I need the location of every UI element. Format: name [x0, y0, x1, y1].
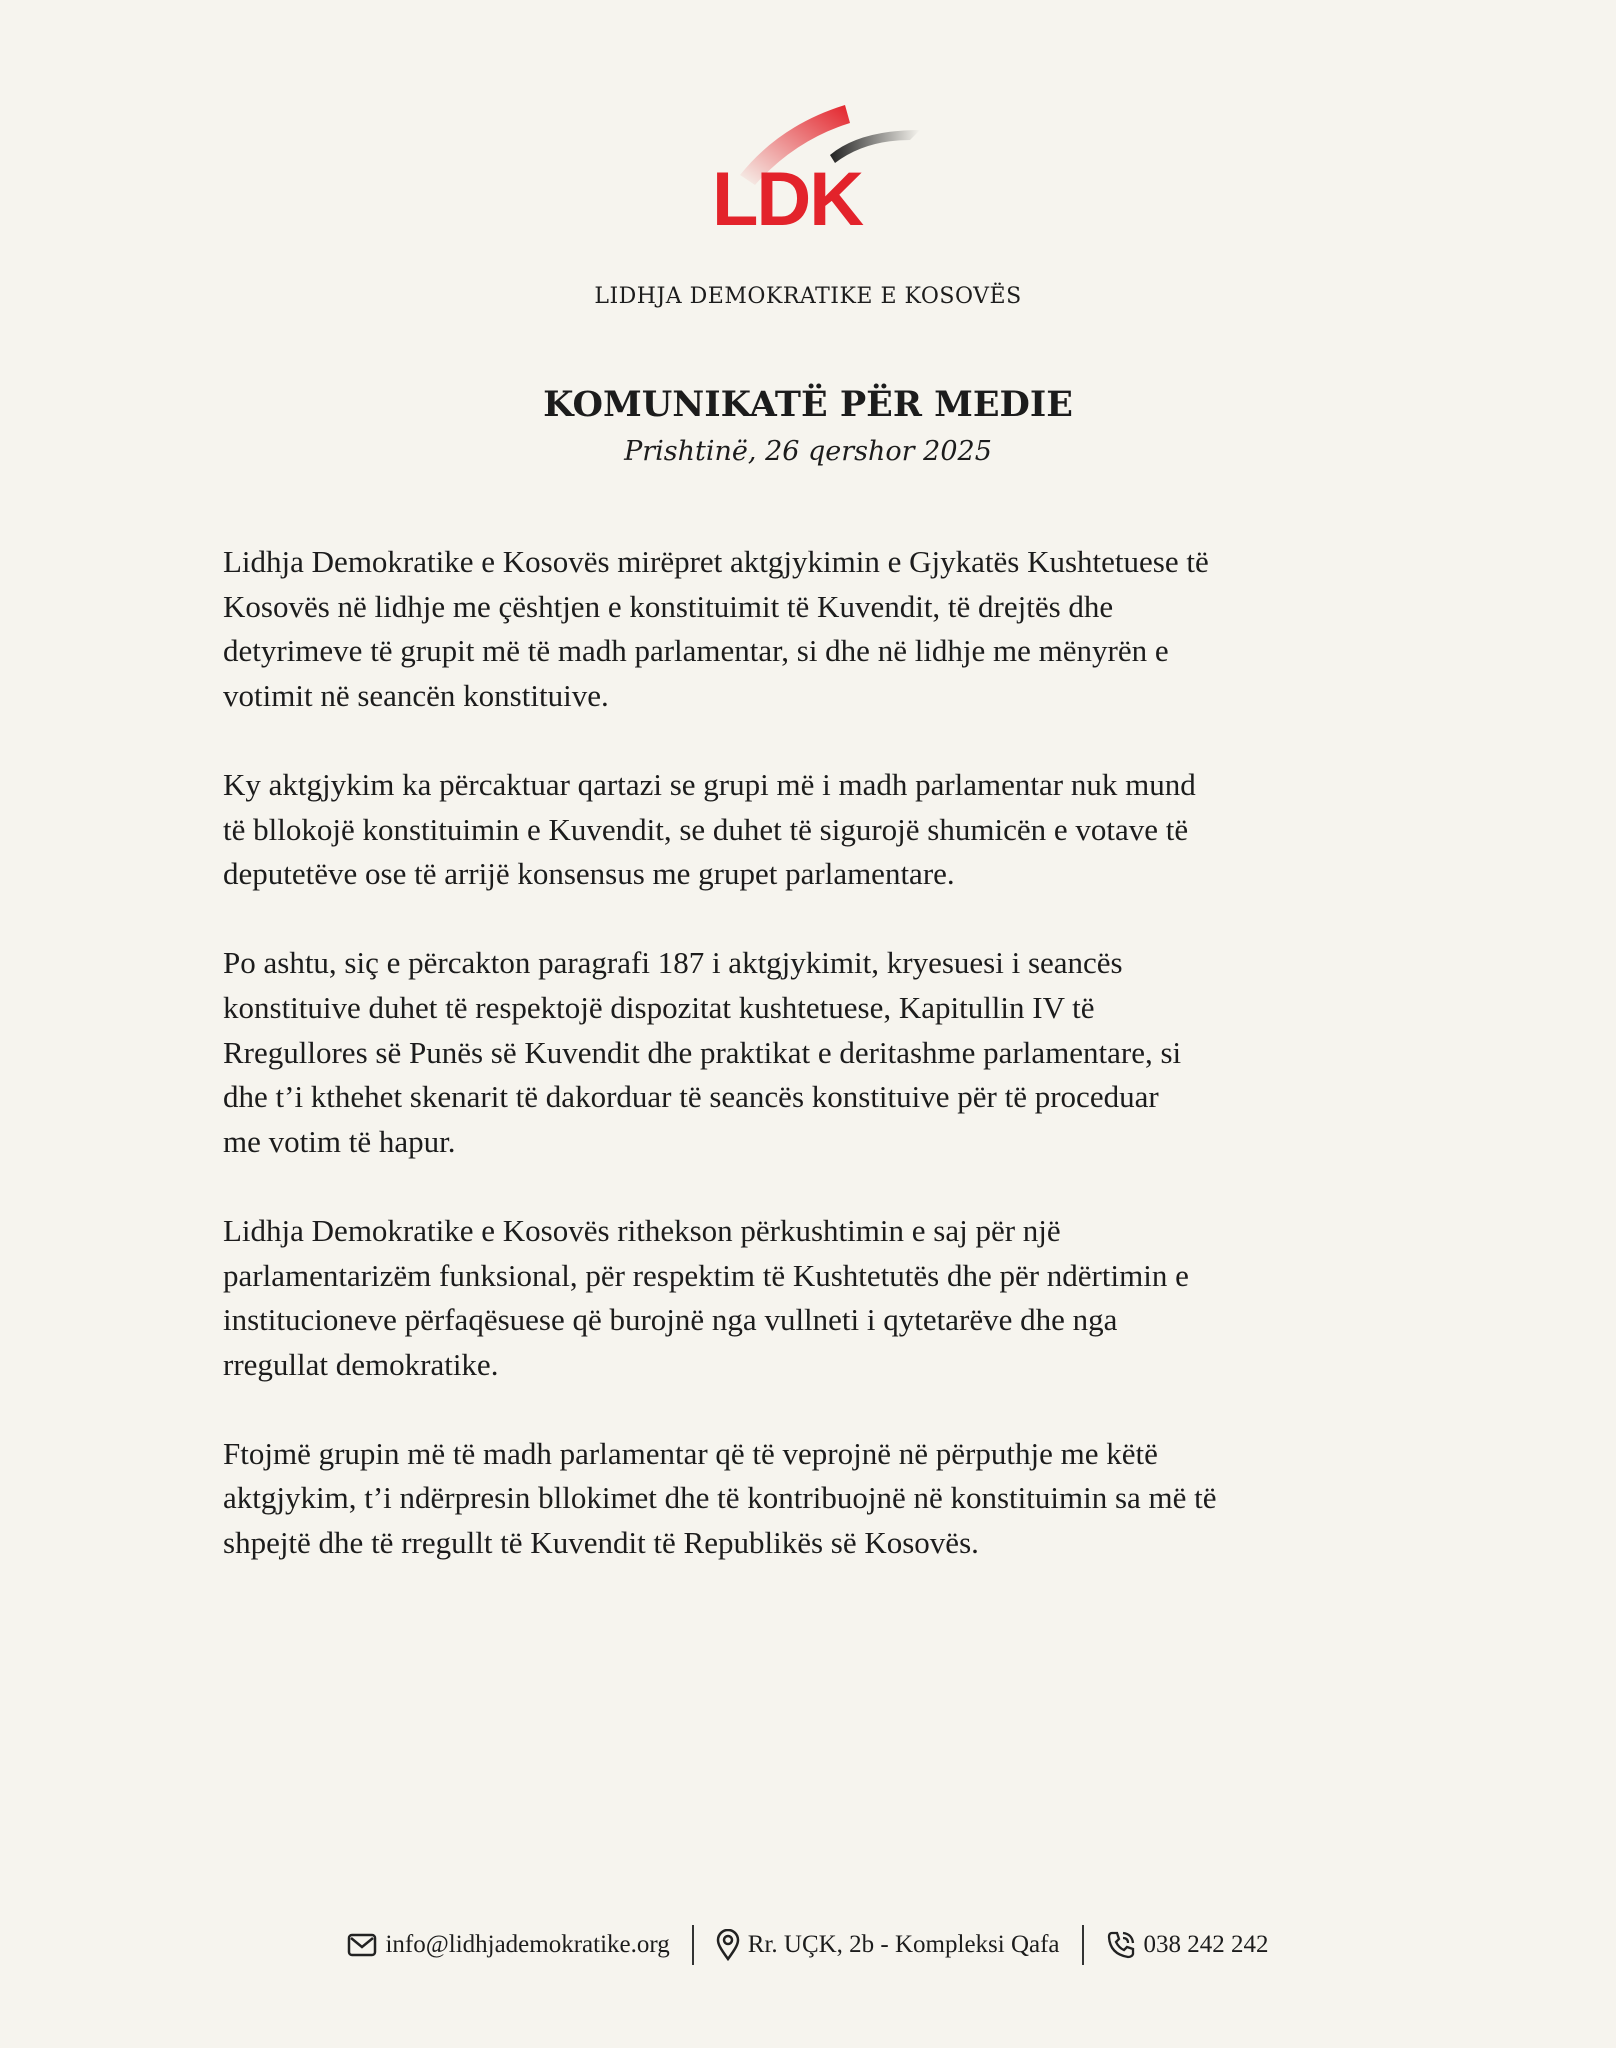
phone-icon	[1106, 1930, 1136, 1960]
paragraph-line: institucioneve përfaqësuese që burojnë nga vullneti i qytetarëve dhe nga	[223, 1302, 1118, 1338]
document-title: KOMUNIKATË PËR MEDIE	[543, 384, 1073, 425]
paragraph-line: Lidhja Demokratike e Kosovës rithekson përkushtimin e saj për një	[223, 1212, 1061, 1248]
paragraph-line: shpejtë dhe të rregullt të Kuvendit të Republikës së Kosovës.	[223, 1525, 979, 1561]
envelope-icon	[347, 1933, 377, 1957]
paragraph-line: votimit në seancën konstituive.	[223, 677, 609, 713]
ldk-logo	[700, 105, 920, 230]
paragraph-line: konstituive duhet të respektojë dispozitat kushtetuese, Kapitullin IV të	[223, 989, 1095, 1025]
paragraph-line: të bllokojë konstituimin e Kuvendit, se duhet të sigurojë shumicën e votave të	[223, 811, 1189, 847]
organization-name: LIDHJA DEMOKRATIKE E KOSOVËS	[594, 284, 1022, 309]
paragraph-line: Ftojmë grupin më të madh parlamentar që të veprojnë në përputhje me këtë	[223, 1435, 1158, 1471]
location-pin-icon	[716, 1929, 740, 1961]
paragraph-line: aktgjykim, t’i ndërpresin bllokimet dhe të kontribuojnë në konstituimin sa më të	[223, 1480, 1217, 1516]
paragraph	[223, 1209, 1423, 1387]
email-text: info@lidhjademokratike.org	[385, 1931, 670, 1958]
footer-contacts	[0, 1925, 1616, 1965]
paragraph-line: me votim të hapur.	[223, 1123, 456, 1159]
paragraph-line: Rregullores së Punës së Kuvendit dhe praktikat e deritashme parlamentare, si	[223, 1034, 1182, 1070]
paragraph-line: Ky aktgjykim ka përcaktuar qartazi se grupi më i madh parlamentar nuk mund	[223, 766, 1196, 802]
paragraph-line: deputetëve ose të arrijë konsensus me grupet parlamentare.	[223, 856, 955, 892]
paragraph	[223, 540, 1423, 718]
paragraph-line: dhe t’i kthehet skenarit të dakorduar të seancës konstituive për të proceduar	[223, 1079, 1159, 1115]
paragraph-line: Kosovës në lidhje me çështjen e konstituimit të Kuvendit, të drejtës dhe	[223, 588, 1114, 624]
footer-phone[interactable]	[1084, 1930, 1291, 1960]
date-line: Prishtinë, 26 qershor 2025	[624, 436, 992, 467]
phone-text: 038 242 242	[1143, 1931, 1269, 1958]
press-release-body	[223, 540, 1423, 1610]
paragraph	[223, 941, 1423, 1164]
paragraph-line: rregullat demokratike.	[223, 1346, 499, 1382]
paragraph	[223, 763, 1423, 897]
paragraph-line: Po ashtu, siç e përcakton paragrafi 187 i aktgjykimit, kryesuesi i seancës	[223, 945, 1123, 981]
paragraph	[223, 1432, 1423, 1566]
paragraph-line: detyrimeve të grupit më të madh parlamentar, si dhe në lidhje me mënyrën e	[223, 633, 1169, 669]
svg-text:LDK: LDK	[712, 157, 863, 230]
footer-email[interactable]	[325, 1931, 691, 1959]
paragraph-line: Lidhja Demokratike e Kosovës mirëpret aktgjykimin e Gjykatës Kushtetuese të	[223, 544, 1209, 579]
footer-address	[694, 1929, 1082, 1961]
paragraph-line: parlamentarizëm funksional, për respektim të Kushtetutës dhe për ndërtimin e	[223, 1257, 1189, 1293]
address-text: Rr. UÇK, 2b - Kompleksi Qafa	[747, 1931, 1060, 1958]
